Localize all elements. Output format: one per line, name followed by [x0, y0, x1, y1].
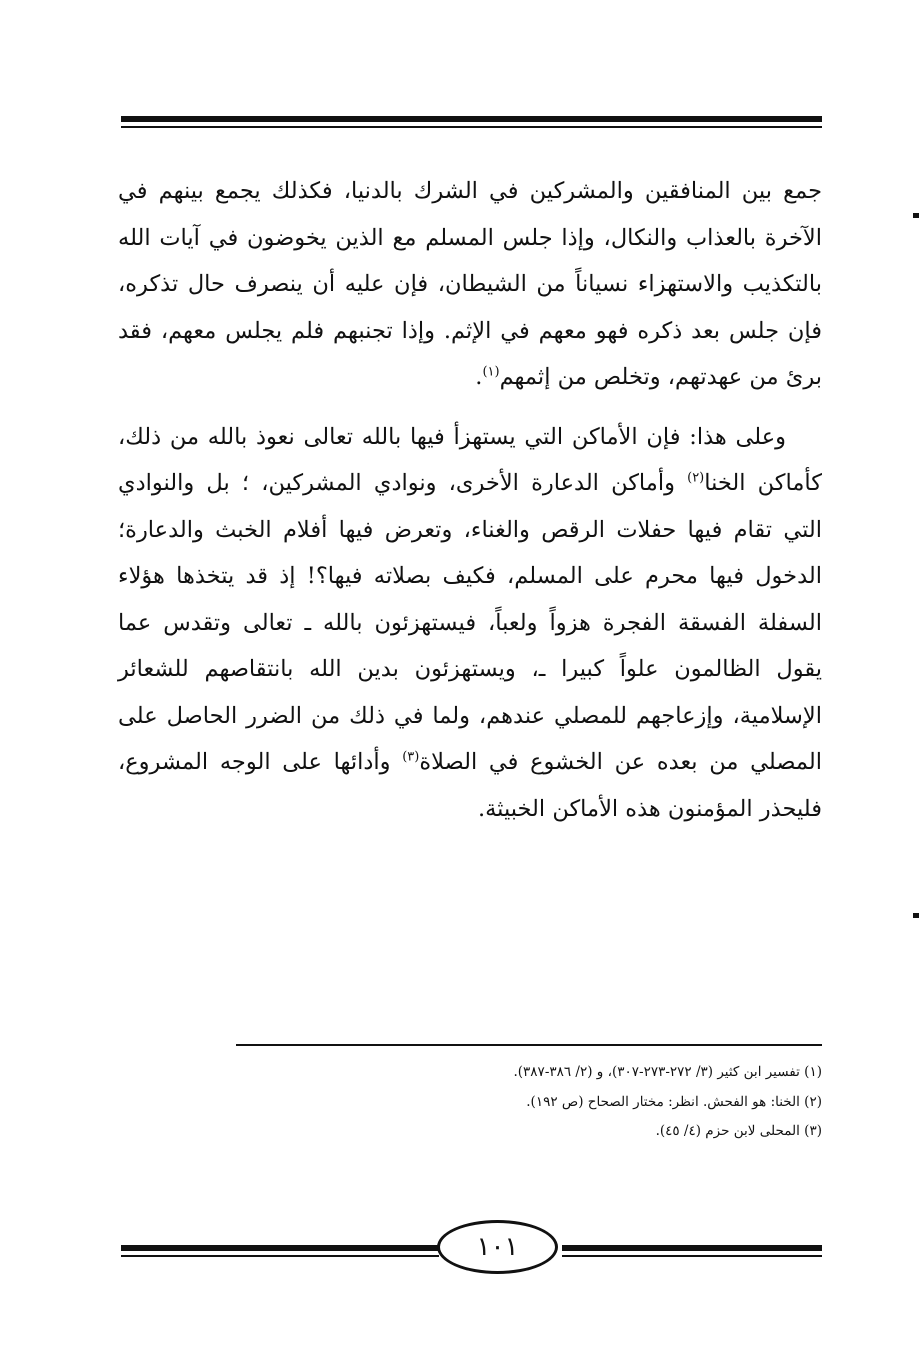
binding-mark	[913, 213, 919, 218]
footnote-2: (٢) الخنا: هو الفحش. انظر: مختار الصحاح (ص ١٩٢).	[526, 1093, 822, 1110]
footnotes	[320, 1058, 822, 1147]
paragraph-2-part3: وأدائها على الوجه المشروع، فليحذر المؤمنون هذه الأماكن الخبيثة.	[118, 749, 822, 822]
footer-rule-left-thick	[121, 1245, 439, 1251]
footnote-ref-2: (٢)	[687, 470, 705, 486]
footer-rule-left-thin	[121, 1255, 439, 1257]
main-text	[118, 168, 822, 832]
paragraph-1-text: جمع بين المنافقين والمشركين في الشرك بالدنيا، فكذلك يجمع بينهم في الآخرة بالعذاب والنكال، وإذا جلس المسلم مع الذين يخوضون في آيات الله بالتكذيب والاستهزاء نسياناً من الشيطان، فإن عليه أن ينصرف حال تذكره، فإن جلس بعد ذكره فهو معهم في الإثم. وإذا تجنبهم فلم يجلس معهم، فقد برئ من عهدتهم، وتخلص من إثمهم	[118, 178, 822, 390]
footnote-ref-1: (١)	[482, 364, 500, 380]
footer-rule-right-thick	[562, 1245, 822, 1251]
paragraph-2	[118, 414, 822, 833]
binding-mark	[913, 913, 919, 918]
paragraph-2-part2: وأماكن الدعارة الأخرى، ونوادي المشركين، ؛ بل والنوادي التي تقام فيها حفلات الرقص والغناء، وتعرض فيها أفلام الخبث والدعارة؛ الدخول فيها محرم على المسلم، فكيف بصلاته فيها؟! إذ قد يتخذها هؤلاء السفلة الفسقة الفجرة هزواً ولعباً، فيستهزئون بالله ـ تعالى وتقدس عما يقول الظالمون علواً كبيرا ـ، ويستهزئون بدين الله بانتقاصهم للشعائر الإسلامية، وإزعاجهم للمصلي عندهم، ولما في ذلك من الضرر الحاصل على المصلي من بعده عن الخشوع في الصلاة	[118, 470, 822, 775]
footnote-ref-3: (٣)	[402, 749, 420, 765]
paragraph-2-part1: وعلى هذا: فإن الأماكن التي يستهزأ فيها بالله تعالى نعوذ بالله من ذلك، كأماكن الخنا	[118, 423, 822, 496]
footnote-separator	[236, 1044, 822, 1046]
page-number-text: ١٠١	[476, 1232, 519, 1262]
paragraph-1-end: .	[475, 364, 483, 390]
footnote-1: (١) تفسير ابن كثير (٣/ ٢٧٢-٢٧٣-٣٠٧)، و (٢/ ٣٨٦-٣٨٧).	[513, 1064, 822, 1080]
header-rule-thin	[121, 126, 822, 128]
footnote-3: (٣) المحلى لابن حزم (٤/ ٤٥).	[655, 1123, 822, 1139]
paragraph-1	[118, 168, 822, 401]
header-rule-thick	[121, 116, 822, 122]
page-number	[437, 1220, 558, 1274]
footer-rule-right-thin	[562, 1255, 822, 1257]
